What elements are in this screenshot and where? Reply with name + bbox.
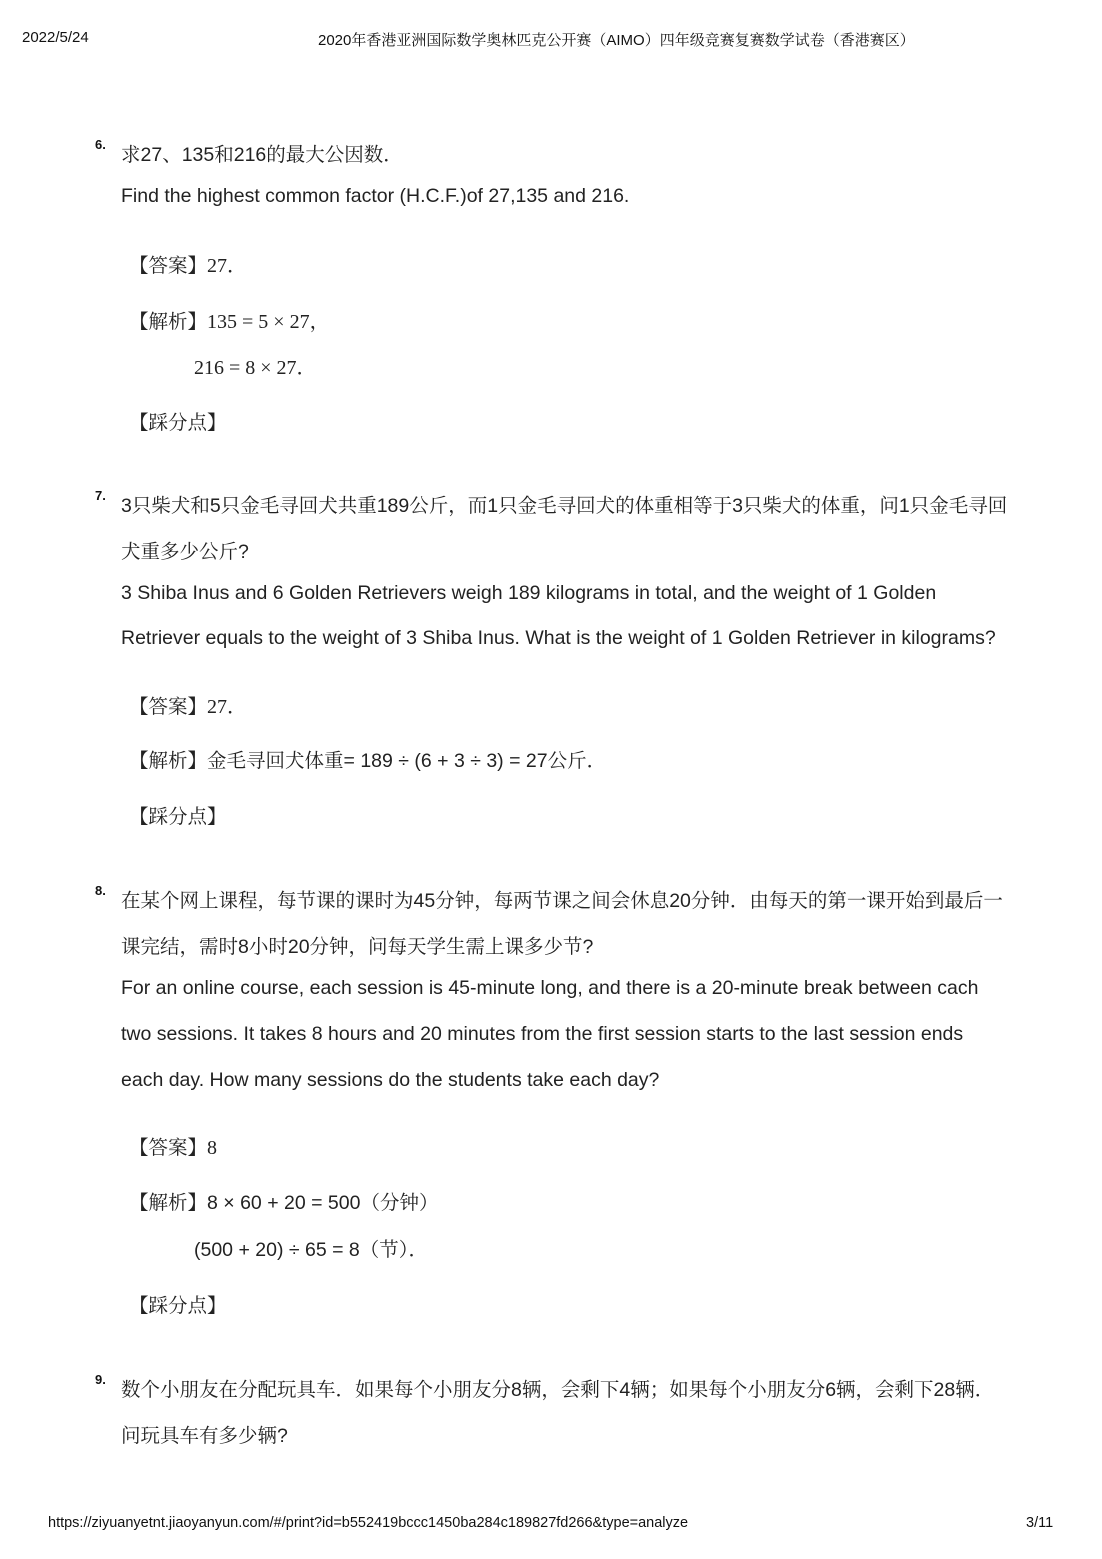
analysis-line: 216 = 8 × 27．: [194, 357, 317, 379]
answer-value: 27．: [207, 696, 248, 718]
analysis-row: [129, 1187, 438, 1215]
question-text-zh: 犬重多少公斤?: [121, 541, 249, 563]
analysis-row: [129, 745, 606, 773]
answer-label: 【答案】: [129, 1137, 208, 1159]
answer-row: [129, 249, 247, 278]
answer-value: 27．: [207, 255, 248, 277]
analysis-line: 8 × 60 + 20 = 500（分钟）: [207, 1192, 439, 1214]
question-number: 7.: [95, 488, 106, 503]
question-text-en: Retriever equals to the weight of 3 Shiba Inus. What is the weight of 1 Golden Retriever in kilograms?: [121, 627, 996, 649]
question-text-zh: 求27、135和216的最大公因数．: [121, 144, 403, 166]
scoring-points-label: 【踩分点】: [129, 806, 227, 828]
page-url: https://ziyuanyetnt.jiaoyanyun.com/#/print?id=b552419bccc1450ba284c189827fd266&type=analyze: [48, 1515, 689, 1531]
question-text-zh: 在某个网上课程，每节课的课时为45分钟，每两节课之间会休息20分钟．由每天的第一课开始到最后一: [121, 890, 1003, 912]
question-text-zh: 课完结，需时8小时20分钟，问每天学生需上课多少节?: [121, 936, 594, 958]
question-text-en: each day. How many sessions do the students take each day?: [121, 1069, 660, 1091]
question-text-en: two sessions. It takes 8 hours and 20 minutes from the first session starts to the last session ends: [121, 1023, 964, 1045]
question-text-zh: 数个小朋友在分配玩具车．如果每个小朋友分8辆，会剩下4辆；如果每个小朋友分6辆，会剩下28辆．: [121, 1379, 995, 1401]
answer-row: [129, 1132, 217, 1160]
analysis-line: 金毛寻回犬体重= 189 ÷ (6 + 3 ÷ 3) = 27公斤．: [207, 750, 607, 772]
analysis-line: 135 = 5 × 27，: [207, 311, 330, 333]
question-text-en: Find the highest common factor (H.C.F.)of 27,135 and 216.: [121, 185, 630, 207]
scoring-points-label: 【踩分点】: [129, 1295, 227, 1317]
answer-value: 8: [207, 1137, 218, 1159]
question-text-zh: 3只柴犬和5只金毛寻回犬共重189公斤，而1只金毛寻回犬的体重相等于3只柴犬的体重，问1只金毛寻回: [121, 495, 1008, 517]
question-text-zh: 问玩具车有多少辆?: [121, 1425, 288, 1447]
scoring-points-label: 【踩分点】: [129, 412, 227, 434]
analysis-row: [129, 305, 330, 334]
question-text-en: For an online course, each session is 45-minute long, and there is a 20-minute break between cach: [121, 977, 979, 999]
analysis-label: 【解析】: [129, 311, 208, 333]
question-number: 6.: [95, 137, 106, 152]
page-number: 3/11: [1026, 1515, 1054, 1531]
analysis-line: (500 + 20) ÷ 65 = 8（节）．: [194, 1239, 428, 1261]
analysis-label: 【解析】: [129, 750, 208, 772]
answer-row: [129, 690, 247, 719]
print-date: 2022/5/24: [22, 29, 89, 46]
question-number: 9.: [95, 1372, 106, 1387]
page-header-title: 2020年香港亚洲国际数学奥林匹克公开赛（AIMO）四年级竞赛复赛数学试卷（香港赛区）: [318, 32, 915, 49]
question-text-en: 3 Shiba Inus and 6 Golden Retrievers weigh 189 kilograms in total, and the weight of 1 Golden: [121, 582, 937, 604]
answer-label: 【答案】: [129, 696, 208, 718]
question-number: 8.: [95, 883, 106, 898]
answer-label: 【答案】: [129, 255, 208, 277]
analysis-label: 【解析】: [129, 1192, 208, 1214]
